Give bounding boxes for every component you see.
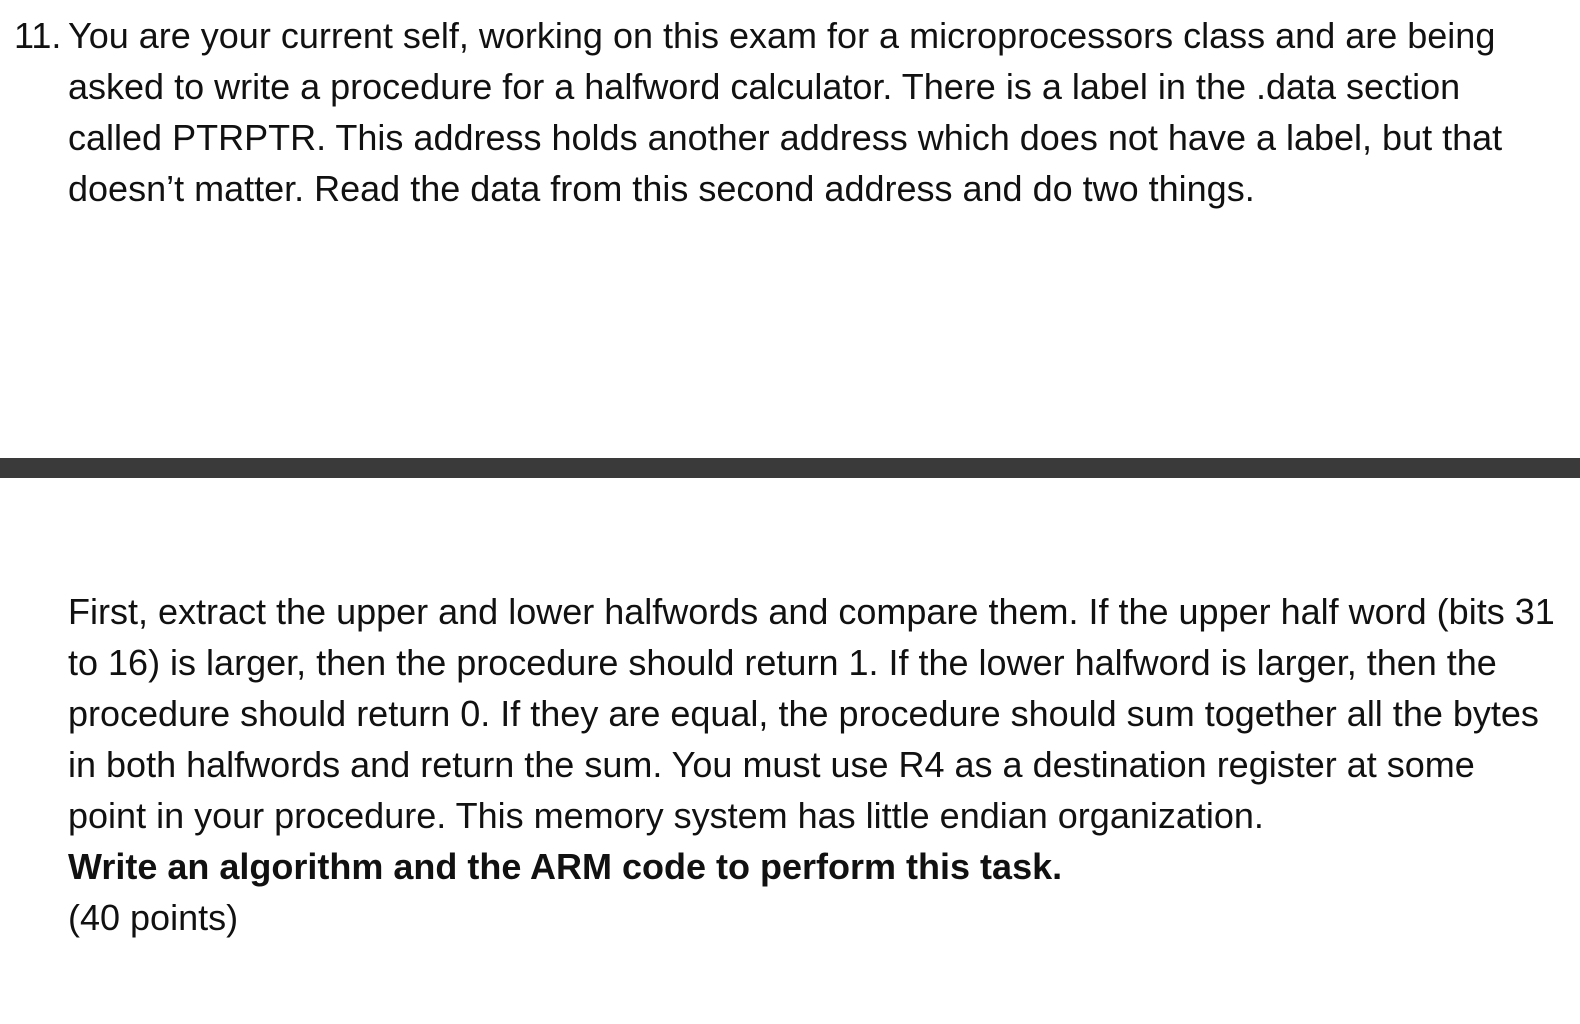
- page-divider: [0, 458, 1580, 478]
- points-label: (40 points): [68, 897, 239, 938]
- question-row: [14, 10, 1554, 214]
- question-body-text: First, extract the upper and lower halfwords and compare them. If the upper half word (bits 31 to 16) is larger, then the procedure should return 1. If the lower halfword is larger, then the procedure should return 0. If they are equal, the procedure should sum together all the bytes in both halfwords and return the sum. You must use R4 as a destination register at some point in your procedure. This memory system has little endian organization.: [68, 591, 1555, 836]
- question-continuation: [68, 586, 1558, 943]
- question-11: [14, 10, 1554, 214]
- question-number: 11.: [14, 15, 62, 56]
- question-intro-text: You are your current self, working on this exam for a microprocessors class and are being asked to write a procedure for a halfword calculator. There is a label in the .data section called PTRPTR. This address holds another address which does not have a label, but that doesn’t matter. Read the data from this second address and do two things.: [68, 15, 1503, 209]
- task-instruction: Write an algorithm and the ARM code to perform this task.: [68, 846, 1063, 887]
